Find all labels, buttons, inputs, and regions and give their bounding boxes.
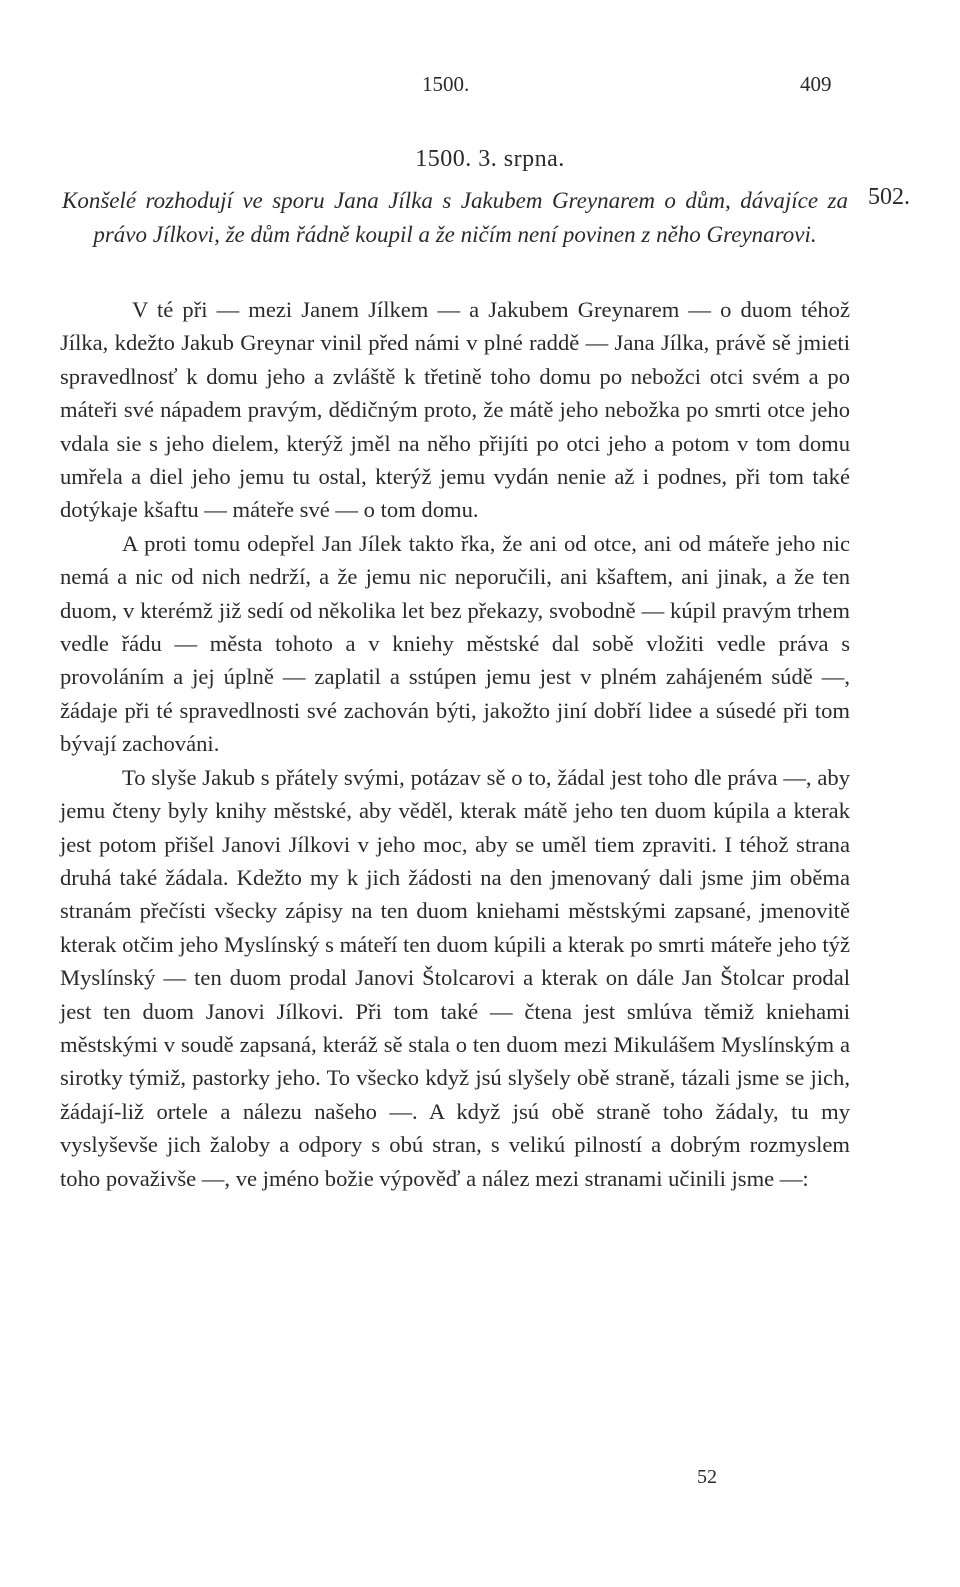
- document-body: [60, 293, 850, 1195]
- document-date: 1500. 3. srpna.: [415, 146, 565, 172]
- body-paragraph: A proti tomu odepřel Jan Jílek takto řka, že ani od otce, ani od máteře jeho nic nemá a nic od nich nedrží, a že jemu nic neporučili, ani kšaftem, ani jinak, a že ten duom, v kterémž již sedí od několika let bez překazy, svobodně — kúpil pravým trhem vedle řádu — města tohoto a v kniehy městské dal sobě vložiti vedle práva s provoláním a jej úplně — zaplatil a sstúpen jemu jest v plném zahájeném súdě —, žádaje při té spravedlnosti své zachován býti, jakožto jiní dobří lidee a súsedé při tom bývají zachováni.: [60, 530, 850, 757]
- running-head: [0, 72, 960, 102]
- body-paragraph: To slyše Jakub s přátely svými, potázav sě o to, žádal jest toho dle práva —, aby jemu čteny byly knihy městské, aby věděl, kterak mátě jeho ten duom kúpila a kterak jest potom přišel Janovi Jílkovi v jeho moc, aby se uměl tiem zpraviti. I téhož strana druhá také žádala. Kdežto my k jich žádosti na den jmenovaný dali jsme jim oběma stranám přečísti všecky zápisy na ten duom kniehami městskými zapsané, jmenovitě kterak otčim jeho Myslínský s máteří ten duom kúpili a kterak po smrti máteře jeho týž Myslínský — ten duom prodal Janovi Štolcarovi a kterak on dále Jan Štolcar prodal jest ten duom Janovi Jílkovi. Při tom také — čtena jest smlúva těmiž kniehami městskými v soudě zapsaná, kteráž sě stala o ten duom mezi Mikulášem Myslínským a sirotky týmiž, pastorky jeho. To všecko když jsú slyšely obě straně, tázali jsme se jich, žádají-liž ortele a nálezu našeho —. A když jsú obě straně toho žádaly, tu my vyslyševše jich žaloby a odpory s obú stran, s velikú pilností a dobrým rozmyslem toho považivše —, ve jméno božie výpověď a nález mezi stranami učinili jsme —:: [60, 764, 850, 1191]
- running-head-year: 1500.: [422, 72, 470, 96]
- body-paragraph: V té při — mezi Janem Jílkem — a Jakubem Greynarem — o duom téhož Jílka, kdežto Jakub Greynar vinil před námi v plné raddě — Jana Jílka, právě sě jmieti spravedlnosť k domu jeho a zvláště k třetině toho domu po nebožci otci svém a po máteři své nápadem pravým, dědičným proto, že mátě jeho nebožka po smrti otce jeho vdala sie s jeho dielem, kterýž jměl na něho přijíti po otci jeho a potom v tom domu umřela a diel jeho jemu tu ostal, kterýž jemu vydán nenie až i podnes, při tom také dotýkaje kšaftu — máteře své — o tom domu.: [60, 297, 850, 523]
- signature-mark: 52: [697, 1466, 717, 1488]
- document-summary: Konšelé rozhodují ve sporu Jana Jílka s Jakubem Greynarem o dům, dávajíce za právo Jílkovi, že dům řádně koupil a že ničím není povinen z něho Greynarovi.: [62, 188, 848, 247]
- document-number: 502.: [868, 184, 910, 210]
- page-number: 409: [800, 72, 832, 96]
